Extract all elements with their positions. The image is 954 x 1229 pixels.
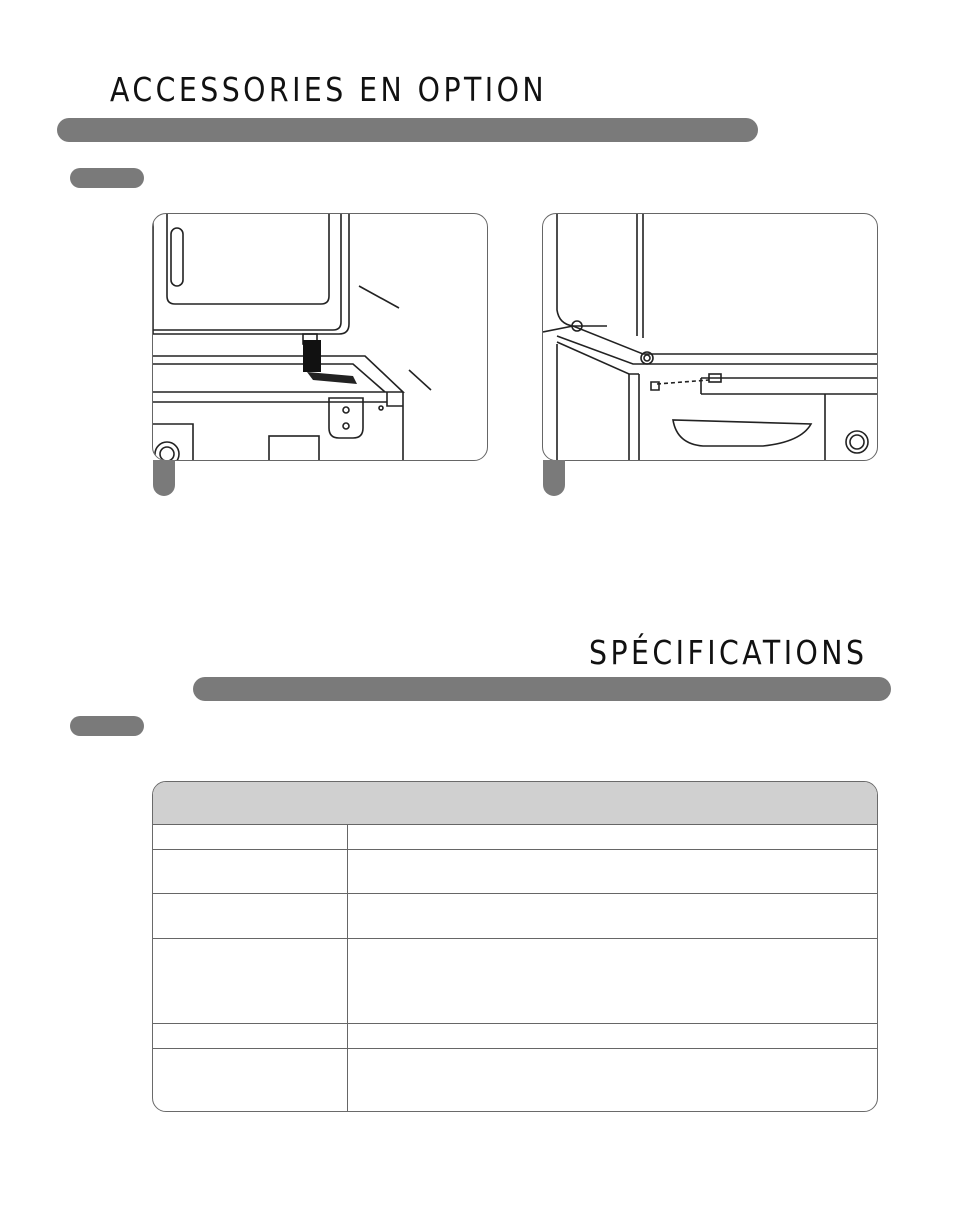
table-cell-label <box>153 1024 348 1048</box>
table-cell-label <box>153 894 348 938</box>
table-row <box>153 850 877 894</box>
section-divider-bar <box>57 118 758 142</box>
section-title-specifications: SPÉCIFICATIONS <box>589 633 868 672</box>
table-cell-label <box>153 939 348 1023</box>
table-row <box>153 1049 877 1112</box>
table-row <box>153 825 877 850</box>
table-cell-value <box>348 939 877 1023</box>
table-cell-value <box>348 1024 877 1048</box>
table-cell-value <box>348 1049 877 1112</box>
section-divider-bar <box>193 677 891 701</box>
table-row <box>153 894 877 939</box>
section-marker-pill <box>70 168 144 188</box>
table-cell-value <box>348 894 877 938</box>
table-row <box>153 939 877 1024</box>
table-cell-value <box>348 825 877 849</box>
table-row <box>153 1024 877 1049</box>
table-cell-value <box>348 850 877 893</box>
pedestal-screw-illustration <box>543 214 878 461</box>
section-marker-pill <box>70 716 144 736</box>
table-cell-label <box>153 1049 348 1112</box>
table-cell-label <box>153 825 348 849</box>
table-header <box>153 782 877 825</box>
section-title-accessories: ACCESSORIES EN OPTION <box>110 70 548 109</box>
illustration-tab-2 <box>543 460 565 496</box>
illustration-tab-1 <box>153 460 175 496</box>
washer-on-pedestal-illustration <box>153 214 488 461</box>
illustration-step-2 <box>542 213 878 461</box>
table-cell-label <box>153 850 348 893</box>
illustration-step-1 <box>152 213 488 461</box>
specifications-table <box>152 781 878 1112</box>
